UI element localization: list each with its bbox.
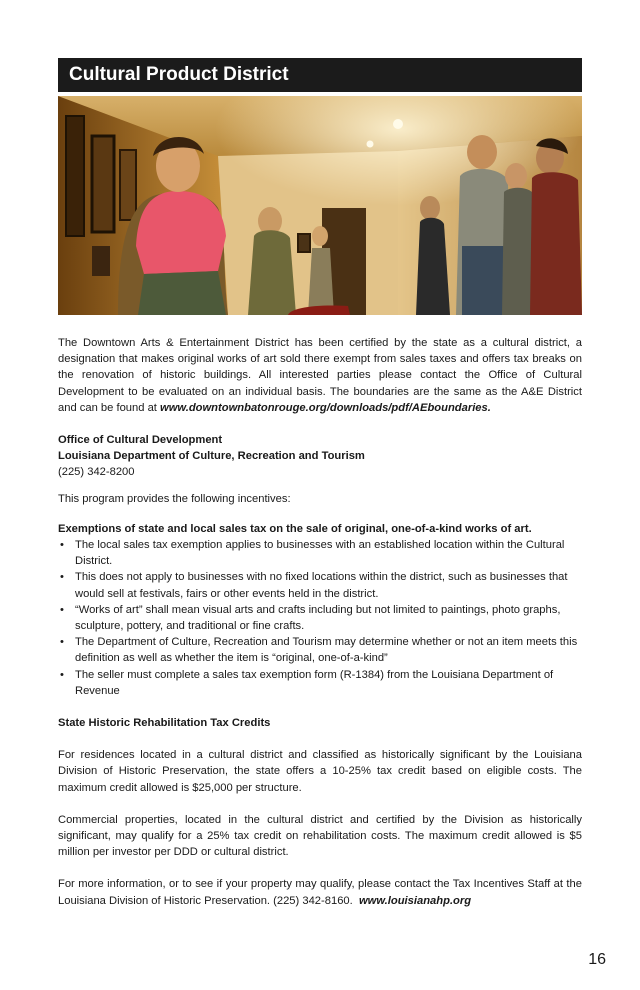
exemptions-list bbox=[58, 537, 582, 699]
louisianahp-link[interactable]: www.louisianahp.org bbox=[358, 894, 472, 907]
list-item: • This does not apply to businesses with no fixed locations within the district, such as businesses that would sell at festivals, fairs or other events held in the district. bbox=[58, 569, 582, 601]
section-title-bar bbox=[58, 58, 582, 92]
department-name: Louisiana Department of Culture, Recreation and Tourism bbox=[58, 450, 365, 463]
list-item: • The Department of Culture, Recreation and Tourism may determine whether or not an item meets this definition as well as whether the item is “original, one-of-a-kind” bbox=[58, 634, 582, 666]
page-number: 16 bbox=[588, 951, 606, 968]
list-item: • “Works of art” shall mean visual arts and crafts including but not limited to paintings, photo graphs, sculpture, pottery, and traditional or fine crafts. bbox=[58, 602, 582, 634]
intro-paragraph bbox=[58, 335, 582, 416]
gallery-photo-illustration bbox=[58, 96, 582, 315]
intro-text: The Downtown Arts & Entertainment District has been certified by the state as a cultural district, a designation that makes original works of art sold there exempt from sales taxes and offers tax breaks on the renovation of historic buildings. All interested parties please contact the Office of Cultural Development to be evaluated on an individual basis. The boundaries are the same as the A&E District and can be found at bbox=[58, 337, 582, 414]
page-content bbox=[58, 335, 582, 909]
historic-paragraph-residences: For residences located in a cultural district and classified as historically significant by the Louisiana Division of Historic Preservation, the state offers a 10-25% tax credit based on eligible costs. The maximum credit allowed is $25,000 per structure. bbox=[58, 749, 582, 794]
historic-heading: State Historic Rehabilitation Tax Credits bbox=[58, 717, 271, 730]
exemptions-heading: Exemptions of state and local sales tax on the sale of original, one-of-a-kind works of art. bbox=[58, 522, 532, 535]
gallery-photo bbox=[58, 96, 582, 315]
list-item: • The seller must complete a sales tax exemption form (R-1384) from the Louisiana Department of Revenue bbox=[58, 667, 582, 699]
historic-contact-text: For more information, or to see if your property may qualify, please contact the Tax Incentives Staff at the Louisiana Division of Historic Preservation. (225) 342-8160. bbox=[58, 878, 582, 907]
section-title: Cultural Product District bbox=[69, 64, 289, 85]
office-phone: (225) 342-8200 bbox=[58, 466, 135, 479]
historic-paragraph-commercial: Commercial properties, located in the cultural district and certified by the Division as historically significant, may qualify for a 25% tax credit on rehabilitation costs. The maximum credit allowed is $5 million per investor per DDD or cultural district. bbox=[58, 813, 582, 859]
list-item: • The local sales tax exemption applies to businesses with an established location within the Cultural District. bbox=[58, 537, 582, 569]
office-name: Office of Cultural Development bbox=[58, 434, 223, 447]
historic-paragraph-contact bbox=[58, 876, 582, 908]
boundaries-link[interactable]: www.downtownbatonrouge.org/downloads/pdf/AEboundaries. bbox=[160, 401, 491, 414]
program-intro: This program provides the following incentives: bbox=[58, 492, 291, 505]
